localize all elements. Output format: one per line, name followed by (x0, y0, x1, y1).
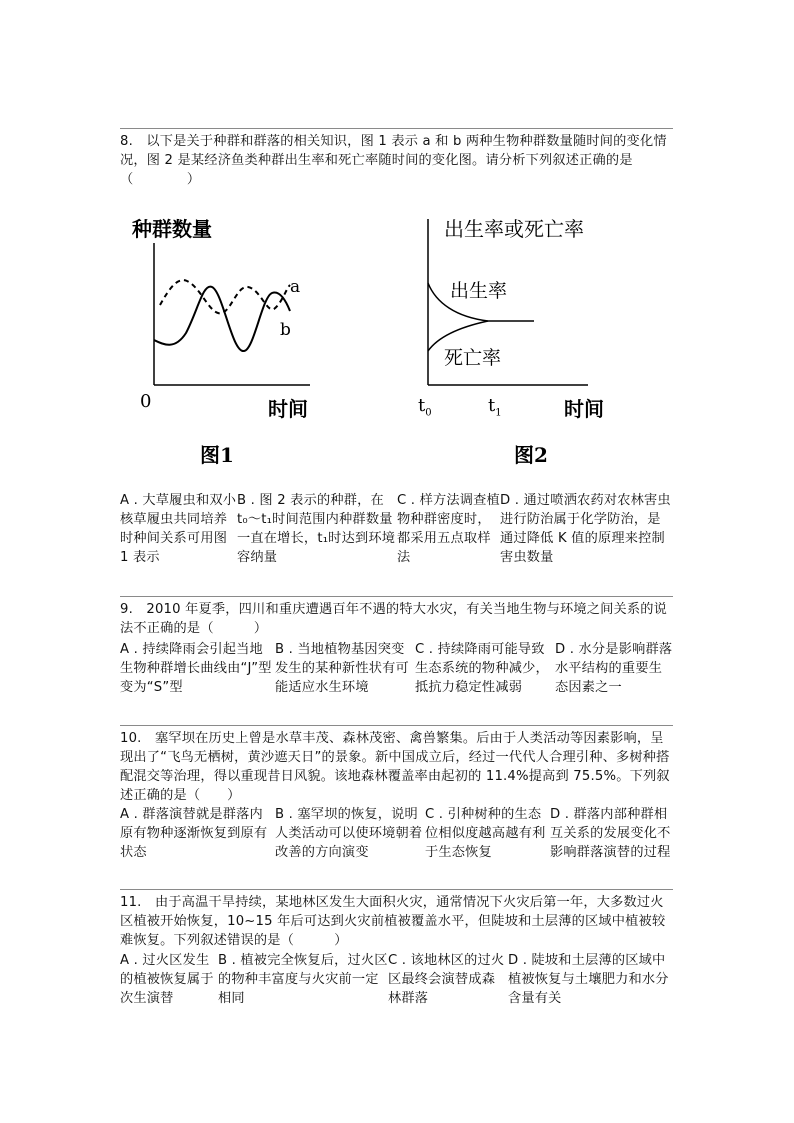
q11-option-c[interactable]: C . 该地林区的过火区最终会演替成森林群落 (388, 953, 505, 1006)
q10-option-a[interactable]: A . 群落演替就是群落内原有物种逐渐恢复到原有状态 (120, 807, 268, 860)
q9-option-d[interactable]: D . 水分是影响群落水平结构的重要生态因素之一 (555, 642, 673, 695)
divider-q9 (120, 596, 673, 597)
fig1-x-label: 时间 (268, 397, 308, 421)
fig2-t0-subscript: 0 (425, 407, 432, 419)
fig2-t1-label (488, 395, 502, 419)
fig2-t0-label (418, 395, 432, 419)
figure-1 (120, 205, 360, 475)
q9-options (120, 640, 673, 697)
q8-option-a[interactable]: A . 大草履虫和双小核草履虫共同培养时种间关系可用图 1 表示 (120, 493, 237, 565)
q10-options (120, 805, 673, 862)
fig2-death-label: 死亡率 (444, 347, 502, 369)
q9-stem: 9. 2010 年夏季，四川和重庆遭遇百年不遇的特大水灾，有关当地生物与环境之间关系的说法不正确的是（ ） (120, 602, 668, 636)
fig1-label-b: b (280, 320, 291, 340)
fig2-caption: 图2 (514, 443, 548, 467)
fig1-y-label: 种群数量 (132, 217, 212, 241)
fig2-t0-letter: t (418, 395, 426, 416)
q8-option-c[interactable]: C . 样方法调查植物种群密度时，都采用五点取样法 (397, 493, 500, 565)
figure-2 (408, 205, 648, 475)
fig2-y-label: 出生率或死亡率 (444, 217, 584, 241)
q10-option-c[interactable]: C . 引种树种的生态位相似度越高越有利于生态恢复 (425, 807, 546, 860)
q8-option-d[interactable]: D . 通过喷洒农药对农林害虫进行防治属于化学防治，是通过降低 K 值的原理来控制害虫数量 (500, 493, 671, 565)
q8-stem: 8. 以下是关于种群和群落的相关知识，图 1 表示 a 和 b 两种生物种群数量随时间的变化情况，图 2 是某经济鱼类种群出生率和死亡率随时间的变化图。请分析下列叙述正确的是（ ） (120, 134, 667, 187)
q11-option-d[interactable]: D . 陡坡和土层薄的区域中植被恢复与土壤肥力和水分含量有关 (508, 953, 669, 1006)
fig1-curve-b (160, 280, 290, 313)
q8-option-b[interactable]: B . 图 2 表示的种群，在 t₀～t₁时间范围内种群数量一直在增长，t₁时达到环境容纳量 (237, 493, 396, 565)
q10-option-b[interactable]: B . 塞罕坝的恢复，说明人类活动可以使环境朝着改善的方向演变 (275, 807, 423, 860)
fig1-label-a: a (290, 277, 301, 297)
q11-stem: 11. 由于高温干旱持续，某地林区发生大面积火灾，通常情况下火灾后第一年，大多数过火区植被开始恢复，10~15 年后可达到火灾前植被覆盖水平，但陡坡和土层薄的区域中植被较难恢复。下列叙述错误的是（ ） (120, 895, 666, 948)
fig2-x-label: 时间 (564, 397, 604, 421)
q10-option-d[interactable]: D . 群落内部种群相互关系的发展变化不影响群落演替的过程 (550, 807, 671, 860)
q9-option-c[interactable]: C . 持续降雨可能导致生态系统的物种减少，抵抗力稳定性减弱 (415, 642, 549, 695)
divider-q11 (120, 889, 673, 890)
q11-option-b[interactable]: B . 植被完全恢复后，过火区的物种丰富度与火灾前一定相同 (218, 953, 388, 1006)
fig2-t1-letter: t (488, 395, 496, 416)
q9-option-a[interactable]: A . 持续降雨会引起当地生物种群增长曲线由“J”型变为“S”型 (120, 642, 272, 695)
q11-options (120, 951, 673, 1008)
fig1-caption: 图1 (200, 443, 234, 467)
q10-stem: 10. 塞罕坝在历史上曾是水草丰茂、森林茂密、禽兽繁集。后由于人类活动等因素影响，呈现出了“飞鸟无栖树，黄沙遮天日”的景象。新中国成立后，经过一代代人合理引种、多树种搭配混交等治理，得以重现昔日风貌。该地森林覆盖率由起初的 11.4%提高到 75.5%。下列叙述正确的是（ ） (120, 731, 670, 803)
fig1-curve-a (154, 287, 290, 351)
divider-q8 (120, 128, 673, 129)
fig2-t1-subscript: 1 (495, 407, 502, 419)
q11-option-a[interactable]: A . 过火区发生的植被恢复属于次生演替 (120, 953, 214, 1006)
fig2-birth-label: 出生率 (450, 280, 508, 302)
q8-options (120, 491, 673, 567)
divider-q10 (120, 725, 673, 726)
fig1-origin-label: 0 (140, 391, 152, 412)
q9-option-b[interactable]: B . 当地植物基因突变发生的某种新性状有可能适应水生环境 (275, 642, 409, 695)
